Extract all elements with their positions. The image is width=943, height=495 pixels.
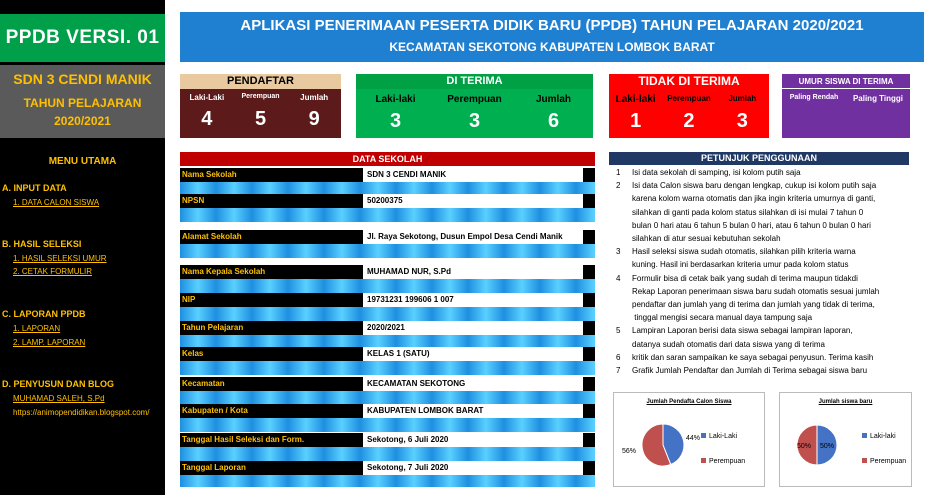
petunjuk-text: kritik dan saran sampaikan ke saya sebagai penyusun. Terima kasih xyxy=(632,352,874,362)
menu-link-author[interactable]: MUHAMAD SALEH, S.Pd xyxy=(13,394,105,403)
data-sekolah-label: NPSN xyxy=(182,196,205,205)
legend-swatch xyxy=(701,458,706,463)
data-sekolah-value[interactable]: Sekotong, 7 Juli 2020 xyxy=(363,461,583,475)
petunjuk-line xyxy=(616,208,863,217)
app-brand: PPDB VERSI. 01 xyxy=(0,14,165,62)
data-sekolah-value[interactable]: KABUPATEN LOMBOK BARAT xyxy=(363,404,583,418)
pie-data-label: 50% xyxy=(797,443,812,450)
petunjuk-line xyxy=(616,168,801,177)
petunjuk-line xyxy=(616,353,873,362)
data-sekolah-label: Tanggal Laporan xyxy=(182,463,246,472)
data-sekolah-value[interactable]: SDN 3 CENDI MANIK xyxy=(363,168,583,182)
stat-pendaftar-label-j: Jumlah xyxy=(300,93,329,102)
stat-umur-title: UMUR SISWA DI TERIMA xyxy=(782,74,910,89)
data-sekolah-row xyxy=(180,230,595,244)
data-sekolah-row xyxy=(180,321,595,335)
petunjuk-text: kuning. Hasil ini berdasarkan kriteria umur pada kolom status xyxy=(632,260,849,270)
legend-label: Laki-laki xyxy=(870,433,896,440)
year-label: TAHUN PELAJARAN xyxy=(23,96,142,110)
petunjuk-line xyxy=(616,260,849,269)
legend-label: Laki-Laki xyxy=(709,433,738,440)
stat-tidak-value-l: 1 xyxy=(630,110,642,132)
year-value: 2020/2021 xyxy=(54,114,111,128)
data-sekolah-label: Kabupaten / Kota xyxy=(182,406,248,415)
school-name: SDN 3 CENDI MANIK xyxy=(13,71,152,87)
data-sekolah-value[interactable]: KELAS 1 (SATU) xyxy=(363,347,583,361)
menu-link-cetak-formulir[interactable]: 2. CETAK FORMULIR xyxy=(13,267,92,276)
menu-section-laporan: C. LAPORAN PPDB xyxy=(2,309,86,319)
data-sekolah-value[interactable]: KECAMATAN SEKOTONG xyxy=(363,377,583,391)
menu-link-data-calon-siswa[interactable]: 1. DATA CALON SISWA xyxy=(13,198,100,207)
data-sekolah-value[interactable]: MUHAMAD NUR, S.Pd xyxy=(363,265,583,279)
stat-tidak-label-p: Perempuan xyxy=(667,94,711,103)
petunjuk-text: silahkan di atur sesuai kebutuhan sekolah xyxy=(632,234,781,243)
petunjuk-line xyxy=(616,300,875,309)
petunjuk-number: 6 xyxy=(616,352,621,362)
stat-pendaftar xyxy=(180,74,341,138)
data-sekolah-row xyxy=(180,293,595,307)
chart-siswa-baru-svg xyxy=(780,405,911,480)
chart-pendaftar xyxy=(613,392,765,487)
row-separator xyxy=(180,475,595,487)
data-sekolah-row xyxy=(180,194,595,208)
menu-link-laporan[interactable]: 1. LAPORAN xyxy=(13,324,61,333)
stat-pendaftar-label-l: Laki-Laki xyxy=(189,93,225,102)
legend-label: Perempuan xyxy=(709,458,746,465)
petunjuk-line xyxy=(616,194,875,203)
chart-pendaftar-svg xyxy=(614,405,764,480)
stat-diterima-label-p: Perempuan xyxy=(447,94,502,105)
data-sekolah-label: Nama Sekolah xyxy=(182,170,237,179)
petunjuk-text: Lampiran Laporan berisi data siswa sebagai lampiran laporan, xyxy=(632,326,853,336)
data-sekolah-label: Tanggal Hasil Seleksi dan Form. xyxy=(182,435,305,444)
petunjuk-number: 5 xyxy=(616,326,621,336)
petunjuk-text: bulan 0 hari atau 6 tahun 5 bulan 0 hari, atau 6 tahun 0 bulan 0 hari xyxy=(632,220,871,230)
menu-link-hasil-seleksi-umur[interactable]: 1. HASIL SELEKSI UMUR xyxy=(13,254,107,263)
row-separator xyxy=(180,447,595,461)
stat-diterima xyxy=(356,74,593,138)
petunjuk-line xyxy=(616,326,853,335)
petunjuk-text: Hasil seleksi siswa sudah otomatis, silahkan pilih kriteria warna xyxy=(632,247,856,257)
row-separator xyxy=(180,418,595,432)
data-sekolah-label: Alamat Sekolah xyxy=(182,232,242,241)
stat-umur xyxy=(782,74,910,138)
menu-section-hasil-seleksi: B. HASIL SELEKSI xyxy=(2,239,82,249)
data-sekolah-value[interactable]: 2020/2021 xyxy=(363,321,583,335)
petunjuk-line xyxy=(616,247,856,256)
petunjuk-text: Formulir bisa di cetak baik yang sudah di terima maupun tidakdi xyxy=(632,273,858,283)
petunjuk-text: silahkan di ganti pada kolom status silahkan di isi mulai 7 tahun 0 xyxy=(632,207,864,217)
petunjuk-text: tinggal mengisi secara manual daya tampung saja xyxy=(632,313,813,323)
stat-pendaftar-value-l: 4 xyxy=(201,108,213,130)
data-sekolah-row xyxy=(180,265,595,279)
chart-siswa-baru-title: Jumlah siswa baru xyxy=(818,399,873,405)
legend-swatch xyxy=(862,458,867,463)
stat-pendaftar-value-p: 5 xyxy=(254,108,267,130)
stat-diterima-label-j: Jumlah xyxy=(535,94,571,105)
data-sekolah-row xyxy=(180,347,595,361)
data-sekolah-value[interactable]: Jl. Raya Sekotong, Dusun Empol Desa Cendi Manik xyxy=(363,230,583,244)
page-subtitle: KECAMATAN SEKOTONG KABUPATEN LOMBOK BARAT xyxy=(389,40,715,54)
petunjuk-text: karena kolom warna otomatis dan jika ingin kriteria umurnya di ganti, xyxy=(632,194,876,204)
stat-umur-label-min: Paling Rendah xyxy=(789,94,839,101)
petunjuk-number: 2 xyxy=(616,181,621,191)
row-separator xyxy=(180,391,595,404)
legend-swatch xyxy=(862,433,867,438)
data-sekolah-label: Kecamatan xyxy=(182,379,225,388)
menu-link-lamp-laporan[interactable]: 2. LAMP. LAPORAN xyxy=(13,338,86,347)
petunjuk-text: Isi data sekolah di samping, isi kolom putih saja xyxy=(632,168,801,177)
stat-pendaftar-value-j: 9 xyxy=(308,108,320,130)
petunjuk-line xyxy=(616,234,781,243)
stat-diterima-value-j: 6 xyxy=(547,110,560,132)
data-sekolah-row xyxy=(180,461,595,475)
data-sekolah-label: NIP xyxy=(182,295,196,304)
petunjuk-line xyxy=(616,274,858,283)
petunjuk-number: 3 xyxy=(616,247,621,257)
stat-tidak-title: TIDAK DI TERIMA xyxy=(609,74,769,89)
stat-diterima-title: DI TERIMA xyxy=(356,74,593,89)
legend-swatch xyxy=(701,433,706,438)
stat-pendaftar-title: PENDAFTAR xyxy=(180,74,341,89)
stat-tidak-value-j: 3 xyxy=(736,110,748,132)
stat-diterima-value-l: 3 xyxy=(389,110,402,132)
menu-section-input: A. INPUT DATA xyxy=(2,183,67,193)
row-separator xyxy=(180,244,595,258)
pie-data-label: 44% xyxy=(686,435,701,442)
data-sekolah-row xyxy=(180,168,595,182)
row-separator xyxy=(180,307,595,321)
chart-pendaftar-title: Jumlah Pendafta Calon Siswa xyxy=(646,399,732,405)
menu-title: MENU UTAMA xyxy=(48,156,117,167)
row-separator xyxy=(180,279,595,293)
stat-tidak-value-p: 2 xyxy=(683,110,695,132)
blog-url[interactable]: https://animopendidikan.blogspot.com/ xyxy=(13,408,150,417)
data-sekolah-value[interactable]: 50200375 xyxy=(363,194,583,208)
data-sekolah-row xyxy=(180,433,595,447)
data-sekolah-row xyxy=(180,377,595,391)
data-sekolah-value[interactable]: Sekotong, 6 Juli 2020 xyxy=(363,433,583,447)
petunjuk-title: PETUNJUK PENGGUNAAN xyxy=(609,152,909,165)
chart-siswa-baru xyxy=(779,392,912,487)
petunjuk-line xyxy=(616,313,812,322)
row-separator xyxy=(180,208,595,222)
row-separator xyxy=(180,361,595,375)
petunjuk-text: Isi data Calon siswa baru dengan lengkap, cukup isi kolom putih saja xyxy=(632,181,877,191)
petunjuk-number: 1 xyxy=(616,168,621,177)
petunjuk-line xyxy=(616,340,825,349)
stat-diterima-value-p: 3 xyxy=(468,110,481,132)
row-separator xyxy=(180,335,595,347)
petunjuk-number: 7 xyxy=(616,366,621,375)
row-separator xyxy=(180,182,595,194)
stat-tidak-label-j: Jumlah xyxy=(728,94,757,103)
petunjuk-number: 4 xyxy=(616,273,621,283)
stat-tidak-label-l: Laki-laki xyxy=(615,94,656,105)
stat-diterima-label-l: Laki-laki xyxy=(375,94,416,105)
petunjuk-line xyxy=(616,366,867,375)
data-sekolah-label: Tahun Pelajaran xyxy=(182,323,244,332)
menu-section-penyusun: D. PENYUSUN DAN BLOG xyxy=(2,379,115,389)
data-sekolah-value[interactable]: 19731231 199606 1 007 xyxy=(363,293,583,307)
petunjuk-line xyxy=(616,181,876,190)
data-sekolah-title: DATA SEKOLAH xyxy=(180,152,595,166)
legend-label: Perempuan xyxy=(870,458,907,465)
petunjuk-text: Grafik Jumlah Pendaftar dan Jumlah di Terima sebagai siswa baru xyxy=(632,366,868,375)
petunjuk-line xyxy=(616,221,871,230)
school-info-box xyxy=(0,65,165,138)
petunjuk-text: Rekap Laporan penerimaan siswa baru sudah otomatis sesuai jumlah xyxy=(632,286,880,296)
data-sekolah-label: Kelas xyxy=(182,349,204,358)
petunjuk-line xyxy=(616,287,879,296)
stat-pendaftar-label-p: Perempuan xyxy=(241,93,280,100)
pie-data-label: 56% xyxy=(622,448,637,455)
pie-data-label: 50% xyxy=(820,443,835,450)
petunjuk-text: pendaftar dan jumlah yang di terima dan jumlah yang tidak di terima, xyxy=(632,300,875,309)
stat-tidak-diterima xyxy=(609,74,769,138)
stat-umur-label-max: Paling Tinggi xyxy=(852,94,904,103)
app-header xyxy=(180,12,924,62)
petunjuk-text: datanya sudah otomatis dari data siswa yang di terima xyxy=(632,339,825,349)
data-sekolah-row xyxy=(180,404,595,418)
data-sekolah-label: Nama Kepala Sekolah xyxy=(182,267,266,276)
page-title: APLIKASI PENERIMAAN PESERTA DIDIK BARU (PPDB) TAHUN PELAJARAN 2020/2021 xyxy=(240,17,864,34)
